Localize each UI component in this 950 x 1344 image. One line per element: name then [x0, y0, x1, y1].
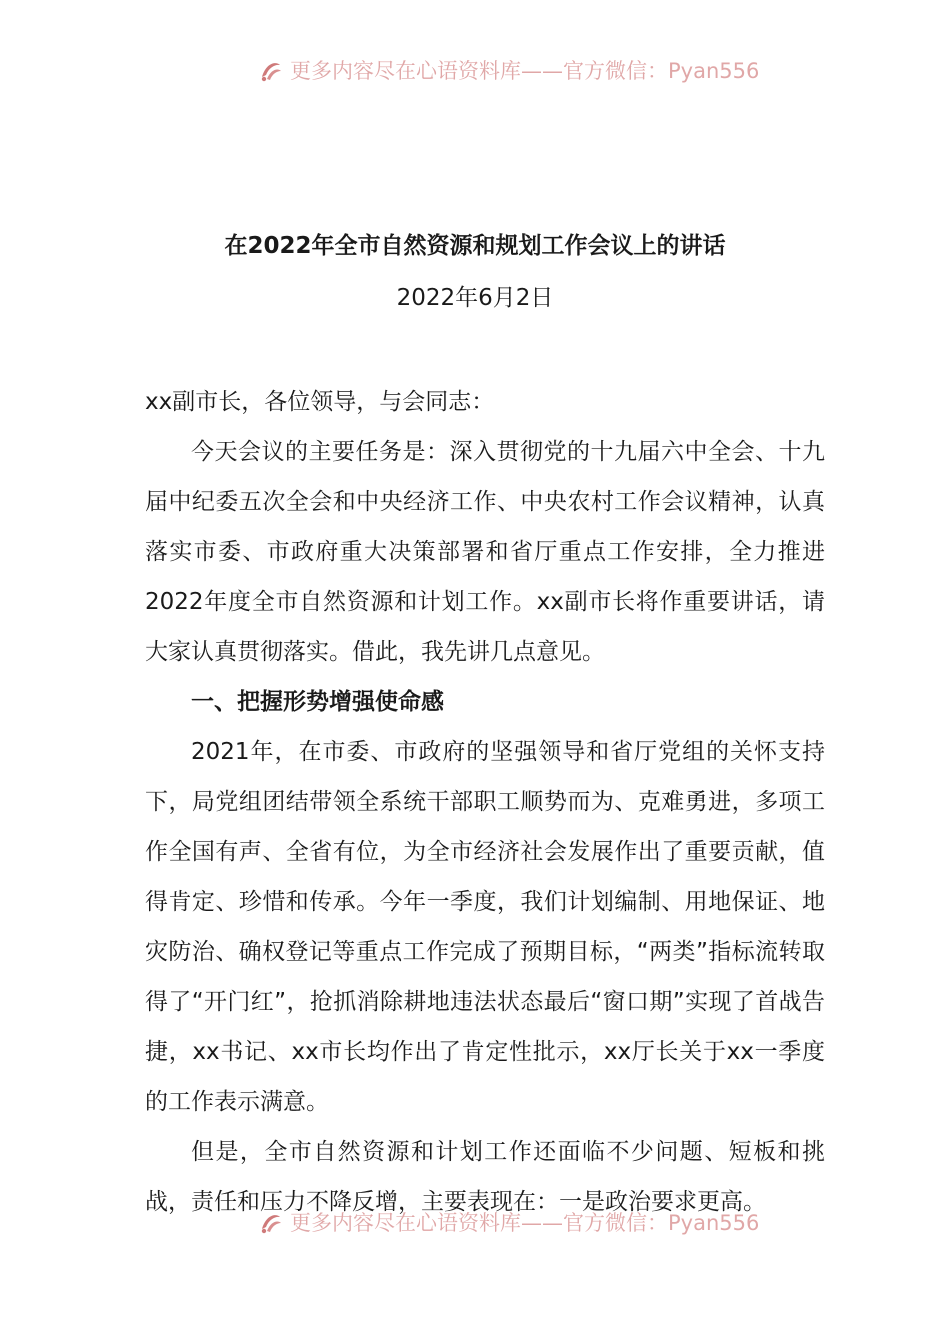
document-title: 在2022年全市自然资源和规划工作会议上的讲话 — [224, 233, 726, 259]
watermark-text: 更多内容尽在心语资料库——官方微信：Pyan556 — [290, 1211, 760, 1235]
document-body — [145, 377, 825, 1227]
watermark-logo-icon — [258, 1209, 284, 1235]
watermark-logo-icon — [258, 57, 284, 83]
watermark-header — [258, 56, 759, 84]
section-heading: 一、把握形势增强使命感 — [191, 689, 444, 715]
document-date: 2022年6月2日 — [396, 285, 554, 311]
watermark-footer — [258, 1208, 759, 1236]
paragraph: 但是，全市自然资源和计划工作还面临不少问题、短板和挑战，责任和压力不降反增，主要表现在：一是政治要求更高。 — [145, 1139, 825, 1215]
paragraph: 2021年，在市委、市政府的坚强领导和省厅党组的关怀支持下，局党组团结带领全系统干部职工顺势而为、克难勇进，多项工作全国有声、全省有位，为全市经济社会发展作出了重要贡献，值得肯定、珍惜和传承。今年一季度，我们计划编制、用地保证、地灾防治、确权登记等重点工作完成了预期目标，“两类”指标流转取得了“开门红”，抢抓消除耕地违法状态最后“窗口期”实现了首战告捷，xx书记、xx市长均作出了肯定性批示，xx厅长关于xx一季度的工作表示满意。 — [145, 739, 825, 1115]
paragraph: 今天会议的主要任务是：深入贯彻党的十九届六中全会、十九届中纪委五次全会和中央经济工作、中央农村工作会议精神，认真落实市委、市政府重大决策部署和省厅重点工作安排，全力推进2022年度全市自然资源和计划工作。xx副市长将作重要讲话，请大家认真贯彻落实。借此，我先讲几点意见。 — [145, 439, 825, 665]
watermark-text: 更多内容尽在心语资料库——官方微信：Pyan556 — [290, 59, 760, 83]
salutation: xx副市长，各位领导，与会同志： — [145, 389, 495, 415]
